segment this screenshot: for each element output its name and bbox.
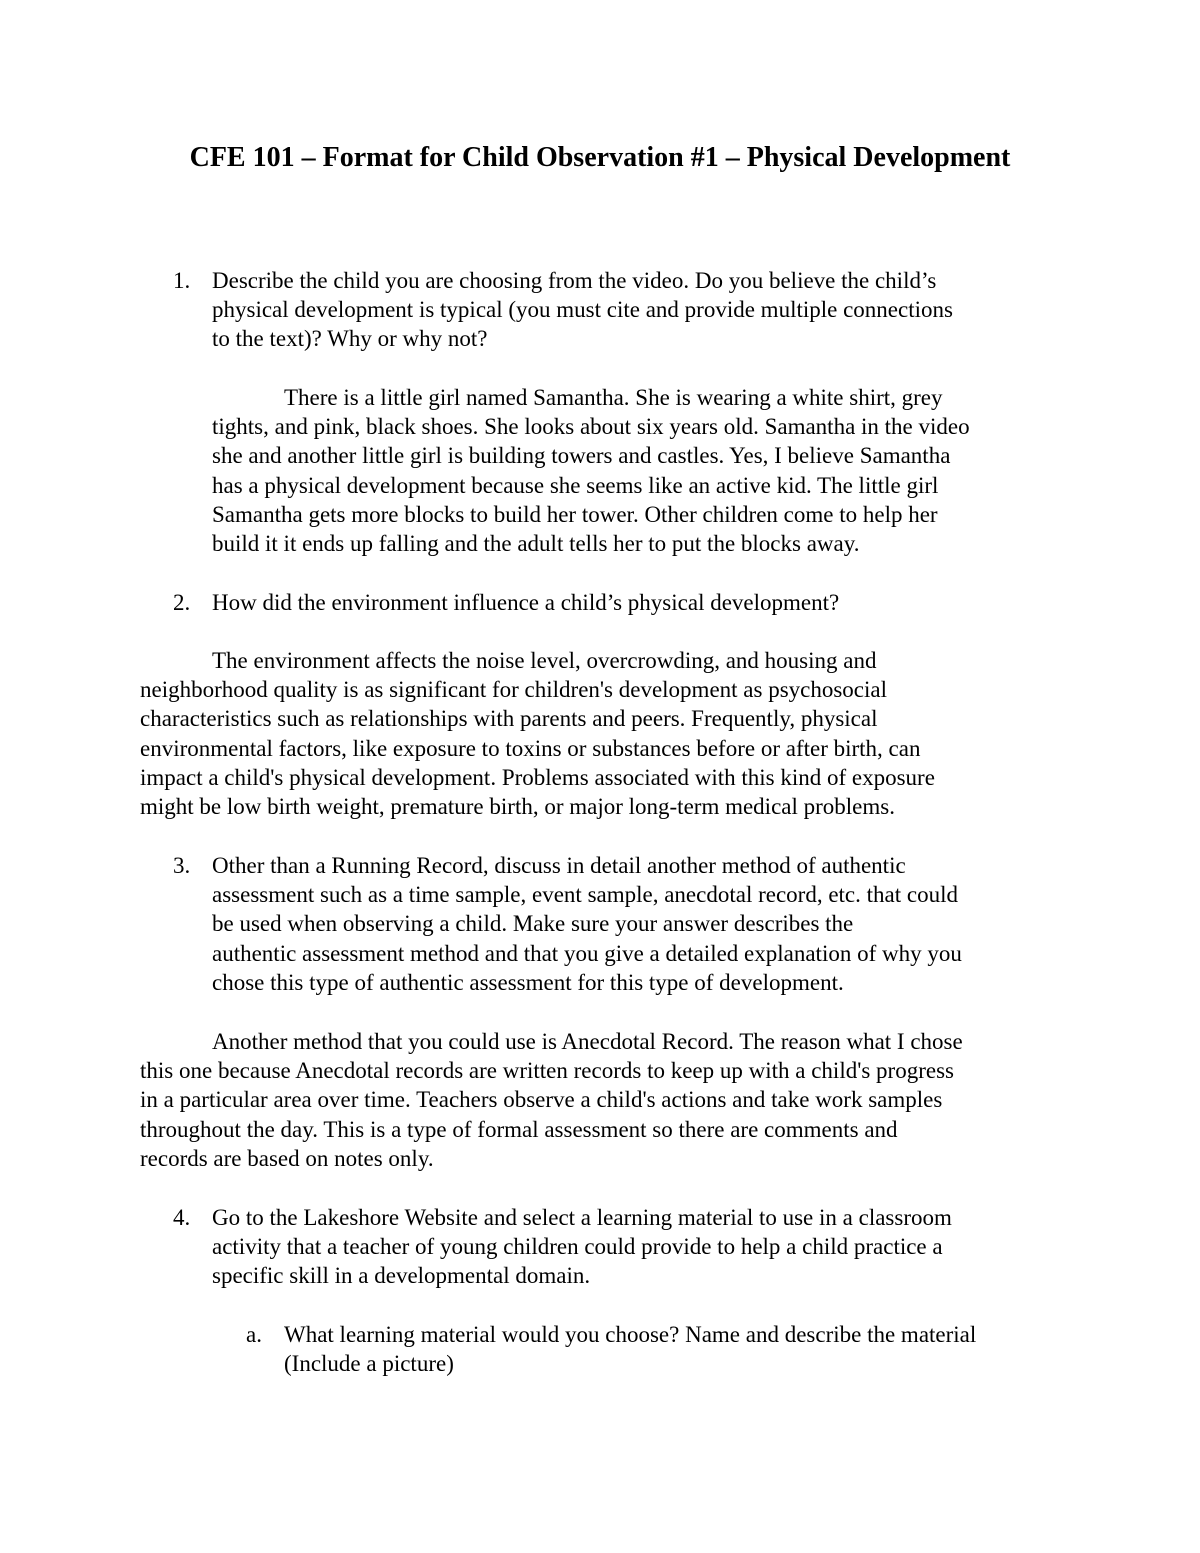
answer-1-text xyxy=(212,383,970,558)
question-3-text xyxy=(212,851,962,997)
answer-1-line: build it it ends up falling and the adult tells her to put the blocks away. xyxy=(212,530,860,556)
question-4a-line: (Include a picture) xyxy=(284,1351,454,1377)
answer-2-line: The environment affects the noise level, overcrowding, and housing and xyxy=(212,648,877,673)
question-2-text xyxy=(212,588,839,617)
answer-2-text xyxy=(140,646,935,821)
question-3-line: authentic assessment method and that you give a detailed explanation of why you xyxy=(212,940,962,966)
question-1-line: to the text)? Why or why not? xyxy=(212,326,488,352)
question-1-text xyxy=(212,266,953,354)
answer-2-line: impact a child's physical development. Problems associated with this kind of exposure xyxy=(140,764,935,790)
answer-1-line: tights, and pink, black shoes. She looks about six years old. Samantha in the video xyxy=(212,414,970,440)
question-4-line: Go to the Lakeshore Website and select a learning material to use in a classroom xyxy=(212,1205,952,1230)
answer-3-line: this one because Anecdotal records are written records to keep up with a child's progress xyxy=(140,1058,954,1084)
question-3-line: assessment such as a time sample, event sample, anecdotal record, etc. that could xyxy=(212,882,958,908)
answer-2-line: might be low birth weight, premature birth, or major long-term medical problems. xyxy=(140,793,895,819)
question-4-line: activity that a teacher of young children could provide to help a child practice a xyxy=(212,1234,943,1260)
question-2-number: 2. xyxy=(173,590,191,615)
question-4-line: specific skill in a developmental domain. xyxy=(212,1263,591,1289)
question-1-line: Describe the child you are choosing from the video. Do you believe the child’s xyxy=(212,268,937,293)
question-4a-line: What learning material would you choose? Name and describe the material xyxy=(284,1322,977,1347)
question-1-number: 1. xyxy=(173,268,191,293)
question-4-text xyxy=(212,1203,952,1291)
answer-3-line: in a particular area over time. Teachers observe a child's actions and take work samples xyxy=(140,1087,943,1113)
answer-1-line: There is a little girl named Samantha. She is wearing a white shirt, grey xyxy=(284,385,943,410)
question-2-line: How did the environment influence a child’s physical development? xyxy=(212,590,840,615)
question-4-number: 4. xyxy=(173,1205,191,1230)
answer-3-line: records are based on notes only. xyxy=(140,1145,434,1171)
answer-3-text xyxy=(140,1027,963,1173)
answer-2-line: environmental factors, like exposure to toxins or substances before or after birth, can xyxy=(140,735,921,761)
answer-1-line: she and another little girl is building towers and castles. Yes, I believe Samantha xyxy=(212,443,951,469)
question-3-line: chose this type of authentic assessment for this type of development. xyxy=(212,969,844,995)
answer-2-line: neighborhood quality is as significant for children's development as psychosocial xyxy=(140,677,888,703)
question-3-line: be used when observing a child. Make sure your answer describes the xyxy=(212,911,854,937)
question-3-number: 3. xyxy=(173,853,191,878)
answer-3-line: throughout the day. This is a type of formal assessment so there are comments and xyxy=(140,1116,898,1142)
answer-2-line: characteristics such as relationships with parents and peers. Frequently, physical xyxy=(140,706,878,732)
answer-3-line: Another method that you could use is Anecdotal Record. The reason what I chose xyxy=(212,1029,963,1054)
answer-1-line: Samantha gets more blocks to build her tower. Other children come to help her xyxy=(212,501,938,527)
question-4a-letter: a. xyxy=(246,1322,262,1347)
answer-1-line: has a physical development because she seems like an active kid. The little girl xyxy=(212,472,939,498)
question-3-line: Other than a Running Record, discuss in detail another method of authentic xyxy=(212,853,906,878)
question-1-line: physical development is typical (you must cite and provide multiple connections xyxy=(212,297,953,323)
document-title: CFE 101 – Format for Child Observation #1 – Physical Development xyxy=(189,142,1011,173)
question-4a-text xyxy=(284,1320,976,1378)
